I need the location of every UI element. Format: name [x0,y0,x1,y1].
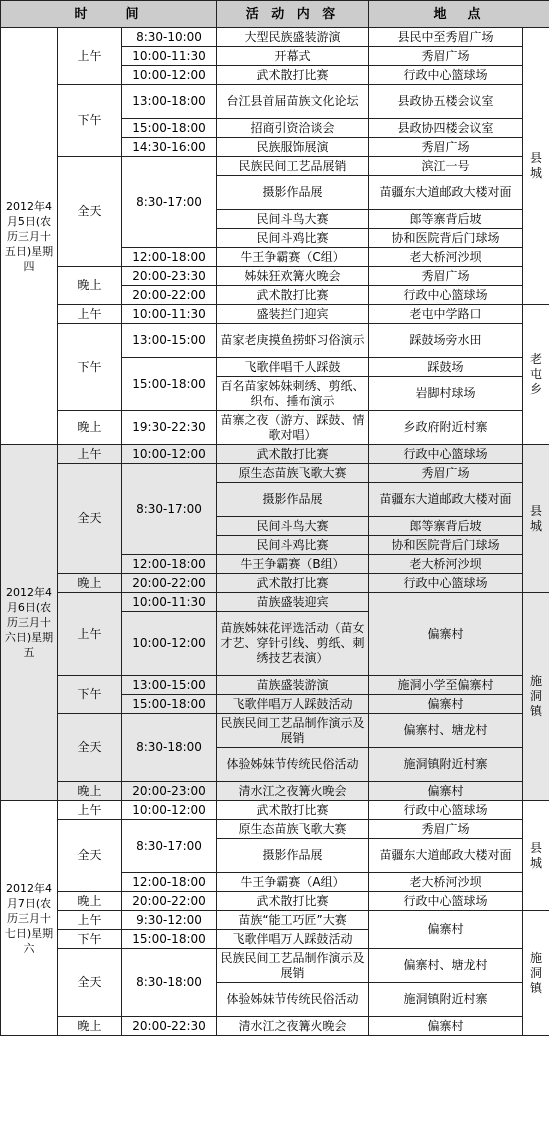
activity-cell: 民间斗鸡比赛 [217,536,369,555]
place-cell: 县城 [523,445,549,593]
activity-cell: 原生态苗族飞歌大赛 [217,464,369,483]
activity-cell: 体验姊妹节传统民俗活动 [217,983,369,1017]
session-cell: 全天 [58,157,122,267]
session-cell: 全天 [58,464,122,574]
time-cell: 8:30-17:00 [122,820,217,873]
activity-cell: 武术散打比赛 [217,801,369,820]
time-cell: 10:00-11:30 [122,305,217,324]
time-cell: 20:00-23:30 [122,267,217,286]
session-cell: 下午 [58,324,122,411]
activity-cell: 原生态苗族飞歌大赛 [217,820,369,839]
session-cell: 上午 [58,28,122,85]
activity-cell: 武术散打比赛 [217,445,369,464]
location-cell: 乡政府附近村寨 [369,411,523,445]
session-cell: 上午 [58,593,122,676]
location-cell: 秀眉广场 [369,47,523,66]
session-cell: 晚上 [58,267,122,305]
time-cell: 15:00-18:00 [122,930,217,949]
time-cell: 15:00-18:00 [122,358,217,411]
day-3 [1,801,549,1036]
location-cell: 老大桥河沙坝 [369,248,523,267]
table-row [1,949,549,983]
time-cell: 13:00-15:00 [122,324,217,358]
activity-cell: 牛王争霸赛（B组） [217,555,369,574]
location-cell: 苗疆东大道邮政大楼对面 [369,839,523,873]
activity-cell: 百名苗家姊妹刺绣、剪纸、织布、捶布演示 [217,377,369,411]
activity-cell: 武术散打比赛 [217,892,369,911]
table-row [1,574,549,593]
time-cell: 10:00-12:00 [122,445,217,464]
activity-cell: 民族民间工艺品制作演示及展销 [217,714,369,748]
session-cell: 上午 [58,445,122,464]
time-cell: 10:00-11:30 [122,47,217,66]
activity-cell: 武术散打比赛 [217,574,369,593]
table-row [1,676,549,695]
location-cell: 行政中心篮球场 [369,66,523,85]
table-row [1,464,549,483]
activity-cell: 摄影作品展 [217,483,369,517]
activity-cell: 苗寨之夜（游方、踩鼓、情歌对唱） [217,411,369,445]
session-cell: 晚上 [58,411,122,445]
date-cell: 2012年4月7日(农历三月十七日)星期六 [1,801,58,1036]
location-cell: 偏寨村、塘龙村 [369,949,523,983]
table-row [1,267,549,286]
location-cell: 踩鼓场 [369,358,523,377]
activity-cell: 大型民族盛装游演 [217,28,369,47]
table-row [1,892,549,911]
time-cell: 15:00-18:00 [122,119,217,138]
place-cell: 老屯乡 [523,305,549,445]
activity-cell: 姊妹狂欢篝火晚会 [217,267,369,286]
activity-cell: 体验姊妹节传统民俗活动 [217,748,369,782]
table-row [1,1017,549,1036]
location-cell: 秀眉广场 [369,464,523,483]
table-row [1,593,549,612]
location-cell: 行政中心篮球场 [369,801,523,820]
place-cell: 施洞镇 [523,911,549,1036]
time-cell: 15:00-18:00 [122,695,217,714]
location-cell: 秀眉广场 [369,138,523,157]
time-cell: 10:00-11:30 [122,593,217,612]
day-1 [1,28,549,445]
date-cell: 2012年4月5日(农历三月十五日)星期四 [1,28,58,445]
table-row [1,911,549,930]
location-cell: 郎等寨背后坡 [369,210,523,229]
location-cell: 偏寨村 [369,593,523,676]
session-cell: 全天 [58,820,122,892]
session-cell: 全天 [58,949,122,1017]
time-cell: 12:00-18:00 [122,555,217,574]
table-row [1,305,549,324]
activity-cell: 苗家老庚摸鱼捞虾习俗演示 [217,324,369,358]
activity-cell: 民间斗鸡比赛 [217,229,369,248]
header-content: 活 动 内 容 [217,1,369,28]
time-cell: 13:00-18:00 [122,85,217,119]
time-cell: 19:30-22:30 [122,411,217,445]
table-row [1,324,549,358]
session-cell: 晚上 [58,782,122,801]
activity-cell: 武术散打比赛 [217,286,369,305]
activity-cell: 民族服饰展演 [217,138,369,157]
session-cell: 全天 [58,714,122,782]
day-2 [1,445,549,801]
session-cell: 晚上 [58,892,122,911]
table-row [1,85,549,119]
activity-cell: 武术散打比赛 [217,66,369,85]
table-row [1,714,549,748]
time-cell: 10:00-12:00 [122,801,217,820]
time-cell: 8:30-17:00 [122,157,217,248]
time-cell: 14:30-16:00 [122,138,217,157]
location-cell: 行政中心篮球场 [369,892,523,911]
time-cell: 12:00-18:00 [122,248,217,267]
location-cell: 县政协四楼会议室 [369,119,523,138]
header-time: 时 间 [1,1,217,28]
location-cell: 偏寨村 [369,782,523,801]
session-cell: 晚上 [58,1017,122,1036]
table-row [1,820,549,839]
time-cell: 9:30-12:00 [122,911,217,930]
activity-cell: 摄影作品展 [217,839,369,873]
time-cell: 20:00-22:00 [122,892,217,911]
time-cell: 10:00-12:00 [122,612,217,676]
time-cell: 12:00-18:00 [122,873,217,892]
time-cell: 20:00-22:00 [122,286,217,305]
activity-cell: 飞歌伴唱万人踩鼓活动 [217,930,369,949]
location-cell: 老大桥河沙坝 [369,873,523,892]
table-row [1,28,549,47]
session-cell: 上午 [58,911,122,930]
time-cell: 20:00-23:00 [122,782,217,801]
location-cell: 偏寨村 [369,695,523,714]
time-cell: 8:30-10:00 [122,28,217,47]
activity-cell: 苗族姊妹花评选活动（苗女才艺、穿针引线、剪纸、刺绣技艺表演） [217,612,369,676]
activity-cell: 清水江之夜篝火晚会 [217,1017,369,1036]
session-cell: 下午 [58,85,122,157]
session-cell: 下午 [58,676,122,714]
activity-cell: 牛王争霸赛（C组） [217,248,369,267]
table-row [1,801,549,820]
activity-cell: 台江县首届苗族文化论坛 [217,85,369,119]
activity-cell: 招商引资洽谈会 [217,119,369,138]
location-cell: 施洞镇附近村寨 [369,983,523,1017]
location-cell: 县政协五楼会议室 [369,85,523,119]
location-cell: 苗疆东大道邮政大楼对面 [369,176,523,210]
session-cell: 下午 [58,930,122,949]
activity-cell: 民族民间工艺品制作演示及展销 [217,949,369,983]
activity-cell: 清水江之夜篝火晚会 [217,782,369,801]
activity-cell: 苗族盛装游演 [217,676,369,695]
activity-cell: 摄影作品展 [217,176,369,210]
location-cell: 偏寨村 [369,1017,523,1036]
header-row [1,1,549,28]
activity-cell: 苗族盛装迎宾 [217,593,369,612]
activity-cell: 民族民间工艺品展销 [217,157,369,176]
place-cell: 县城 [523,28,549,305]
activity-cell: 民间斗鸟大赛 [217,210,369,229]
location-cell: 秀眉广场 [369,820,523,839]
table-row [1,445,549,464]
location-cell: 郎等寨背后坡 [369,517,523,536]
time-cell: 8:30-17:00 [122,464,217,555]
header-location: 地 点 [369,1,549,28]
location-cell: 秀眉广场 [369,267,523,286]
time-cell: 13:00-15:00 [122,676,217,695]
location-cell: 行政中心篮球场 [369,445,523,464]
date-cell: 2012年4月6日(农历三月十六日)星期五 [1,445,58,801]
table-row [1,411,549,445]
session-cell: 晚上 [58,574,122,593]
place-cell: 施洞镇 [523,593,549,801]
activity-cell: 飞歌伴唱千人踩鼓 [217,358,369,377]
location-cell: 岩脚村球场 [369,377,523,411]
location-cell: 老大桥河沙坝 [369,555,523,574]
time-cell: 8:30-18:00 [122,714,217,782]
location-cell: 施洞镇附近村寨 [369,748,523,782]
location-cell: 老屯中学路口 [369,305,523,324]
activity-cell: 苗族“能工巧匠”大赛 [217,911,369,930]
time-cell: 20:00-22:00 [122,574,217,593]
activity-cell: 民间斗鸟大赛 [217,517,369,536]
location-cell: 行政中心篮球场 [369,574,523,593]
activity-cell: 开幕式 [217,47,369,66]
location-cell: 偏寨村、塘龙村 [369,714,523,748]
location-cell: 协和医院背后门球场 [369,229,523,248]
location-cell: 踩鼓场旁水田 [369,324,523,358]
time-cell: 20:00-22:30 [122,1017,217,1036]
activity-cell: 牛王争霸赛（A组） [217,873,369,892]
table-row [1,157,549,176]
session-cell: 上午 [58,801,122,820]
activity-cell: 飞歌伴唱万人踩鼓活动 [217,695,369,714]
location-cell: 协和医院背后门球场 [369,536,523,555]
location-cell: 县民中至秀眉广场 [369,28,523,47]
session-cell: 上午 [58,305,122,324]
location-cell: 行政中心篮球场 [369,286,523,305]
time-cell: 10:00-12:00 [122,66,217,85]
location-cell: 苗疆东大道邮政大楼对面 [369,483,523,517]
place-cell: 县城 [523,801,549,911]
location-cell: 偏寨村 [369,911,523,949]
location-cell: 滨江一号 [369,157,523,176]
table-row [1,782,549,801]
time-cell: 8:30-18:00 [122,949,217,1017]
location-cell: 施洞小学至偏寨村 [369,676,523,695]
activity-cell: 盛装拦门迎宾 [217,305,369,324]
